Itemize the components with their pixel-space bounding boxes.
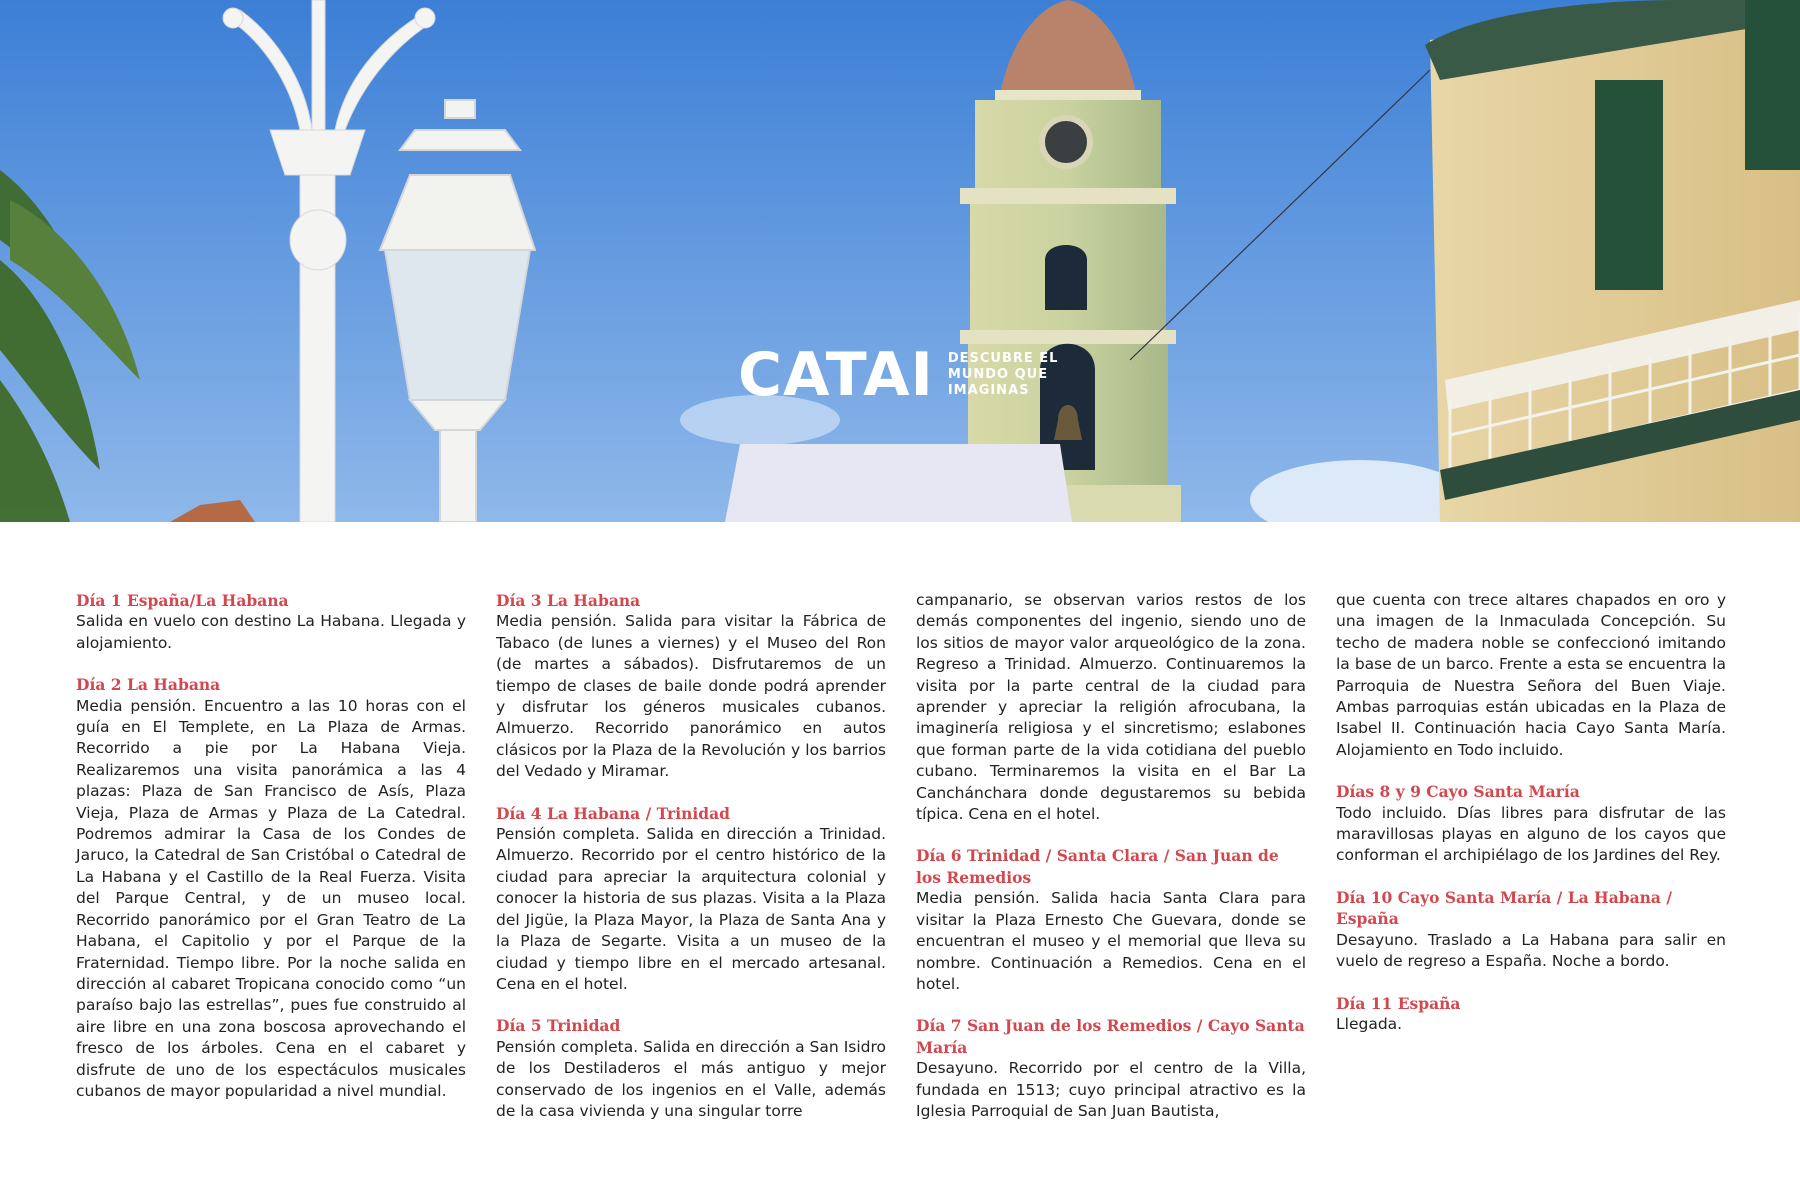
day-description: Pensión completa. Salida en dirección a Trinidad. Almuerzo. Recorrido por el centro histórico de la ciudad para apreciar la arquitectura colonial y conocer la historia de sus plazas. Visita a la Plaza del Jigüe, la Plaza Mayor, la Plaza de Santa Ana y la Plaza de Segarte. Visita a un museo de la ciudad y tiempo libre en el mercado artesanal. Cena en el hotel.	[496, 825, 886, 993]
brand-tagline	[948, 351, 1059, 399]
brand-logo	[738, 340, 1059, 410]
itinerary-day	[1336, 781, 1726, 867]
column-1	[76, 590, 466, 1122]
column-4	[1336, 590, 1726, 1055]
tagline-line-1: DESCUBRE EL	[947, 351, 1059, 366]
day-description: Salida en vuelo con destino La Habana. Llegada y alojamiento.	[76, 612, 466, 652]
day-title: Día 1 España/La Habana	[76, 591, 289, 610]
day-description: Pensión completa. Salida en dirección a San Isidro de los Destiladeros el más antiguo y mejor conservado de los ingenios en el Valle, además de la casa vivienda y una singular torre	[496, 1037, 886, 1120]
day-description: Todo incluido. Días libres para disfrutar de las maravillosas playas en alguno de los cayos que conforman el archipiélago de los Jardines del Rey.	[1336, 803, 1726, 865]
day-title: Día 4 La Habana / Trinidad	[496, 803, 730, 823]
itinerary-day	[1336, 887, 1726, 973]
itinerary-day	[496, 590, 886, 783]
brand-name: CATAI	[738, 340, 934, 410]
day-title: Día 10 Cayo Santa María / La Habana / España	[1336, 887, 1672, 929]
day-description: campanario, se observan varios restos de los demás componentes del ingenio, siendo uno de los sitios de mayor valor arqueológico de la zona. Regreso a Trinidad. Almuerzo. Continuaremos la visita por la parte central de la ciudad para aprender y apreciar la religión afrocubana, la imaginería religiosa y el sincretismo; eslabones que forman parte de la vida cotidiana del pueblo cubano. Terminaremos la visita en el Bar La Canchánchara donde degustaremos su bebida típica. Cena en el hotel.	[916, 591, 1306, 824]
itinerary-day	[916, 845, 1306, 995]
tagline-line-2: MUNDO QUE	[947, 367, 1049, 382]
day-title: Día 5 Trinidad	[496, 1016, 621, 1036]
day-description: Media pensión. Salida para visitar la Fábrica de Tabaco (de lunes a viernes) y el Museo del Ron (de martes a sábados). Disfrutaremos de un tiempo de clases de baile donde podrá aprender y disfrutar los géneros musicales cubanos. Almuerzo. Recorrido panorámico en autos clásicos por la Plaza de la Revolución y los barrios del Vedado y Miramar.	[496, 612, 886, 781]
day-title: Día 7 San Juan de los Remedios / Cayo Santa María	[916, 1016, 1305, 1057]
itinerary-day	[76, 590, 466, 654]
day-description: Media pensión. Encuentro a las 10 horas con el guía en El Templete, en La Plaza de Armas. Recorrido a pie por La Habana Vieja. Realizaremos una visita panorámica a las 4 plazas: Plaza de San Francisco de Asís, Plaza Vieja, Plaza de Armas y Plaza de La Catedral. Podremos admirar la Casa de los Condes de Jaruco, la Catedral de San Cristóbal o Catedral de La Habana y el Castillo de la Real Fuerza. Visita del Parque Central, y de un museo local. Recorrido panorámico por el Gran Teatro de La Habana, el Capitolio y por el Parque de la Fraternidad. Tiempo libre. Por la noche salida en dirección al cabaret Tropicana conocido como “un paraíso bajo las estrellas”, pues fue construido al aire libre en una zona boscosa aprovechando el fresco de los árboles. Cena en el cabaret y disfrute de uno de los espectáculos musicales cubanos de mayor popularidad a nivel mundial.	[76, 696, 466, 1100]
day-description: que cuenta con trece altares chapados en oro y una imagen de la Inmaculada Concepción. Su techo de madera noble se confeccionó imitando la base de un barco. Frente a esta se encuentra la Parroquia de Nuestra Señora del Buen Viaje. Ambas parroquias están ubicadas en la Plaza de Isabel II. Continuación hacia Cayo Santa María. Alojamiento en Todo incluido.	[1336, 591, 1726, 759]
day-title: Día 11 España	[1336, 993, 1461, 1013]
day-description: Media pensión. Salida hacia Santa Clara para visitar la Plaza Ernesto Che Guevara, donde se encuentran el museo y el memorial que lleva su nombre. Continuación a Remedios. Cena en el hotel.	[916, 889, 1306, 993]
day-title: Día 3 La Habana	[496, 591, 641, 610]
day-description: Desayuno. Traslado a La Habana para salir en vuelo de regreso a España. Noche a bordo.	[1336, 930, 1726, 971]
trinidad-scene-illustration	[0, 0, 1800, 522]
itinerary-day-continued	[1336, 590, 1726, 761]
day-description: Llegada.	[1336, 1014, 1403, 1033]
itinerary-day-continued	[916, 590, 1306, 825]
column-2	[496, 590, 886, 1142]
itinerary-day	[916, 1015, 1306, 1122]
day-title: Día 6 Trinidad / Santa Clara / San Juan de los Remedios	[916, 846, 1279, 887]
day-title: Día 2 La Habana	[76, 675, 221, 695]
itinerary-day	[496, 803, 886, 996]
tagline-line-3: IMAGINAS	[947, 383, 1030, 398]
hero-photo	[0, 0, 1800, 522]
day-title: Días 8 y 9 Cayo Santa María	[1336, 782, 1580, 802]
column-3	[916, 590, 1306, 1142]
itinerary-day	[496, 1015, 886, 1122]
itinerary-text	[76, 590, 1726, 1150]
itinerary-day	[1336, 993, 1726, 1036]
day-description: Desayuno. Recorrido por el centro de la Villa, fundada en 1513; cuyo principal atractivo es la Iglesia Parroquial de San Juan Bautista,	[916, 1059, 1306, 1120]
itinerary-day	[76, 674, 466, 1102]
